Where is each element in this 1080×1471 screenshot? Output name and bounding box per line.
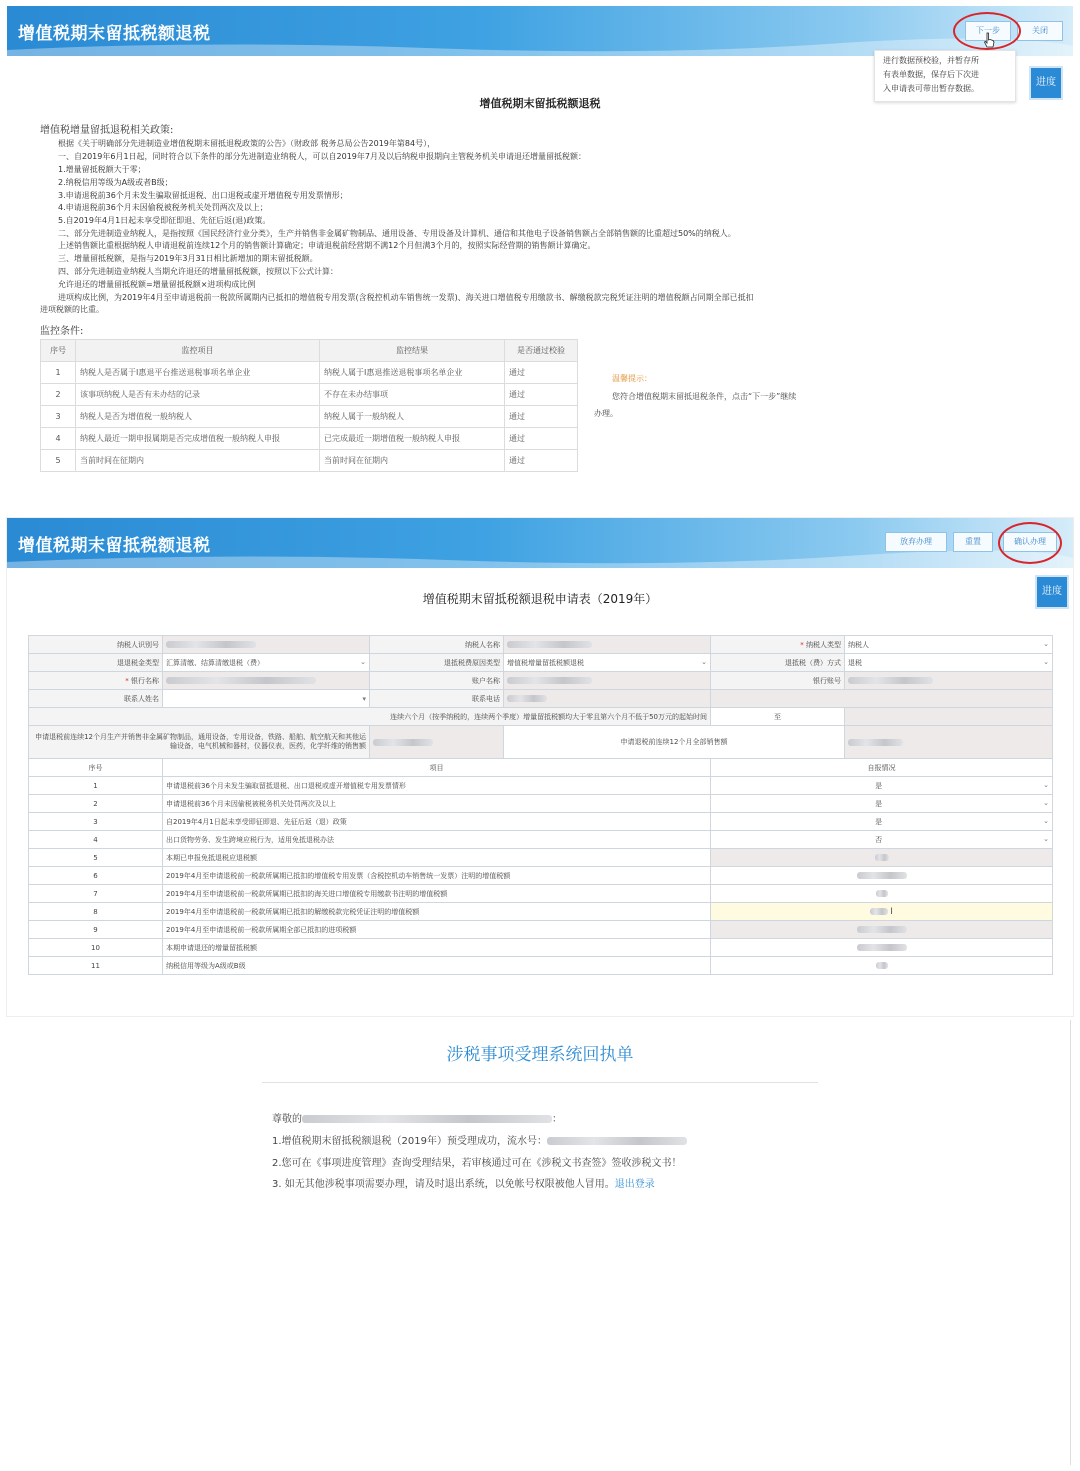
cell: 纳税人属于一般纳税人 xyxy=(320,406,505,428)
contact-phone-label: 联系电话 xyxy=(370,690,504,708)
receipt-title: 涉税事项受理系统回执单 xyxy=(446,1045,634,1065)
cell: 通过 xyxy=(505,406,578,428)
to-label: 至 xyxy=(711,708,845,726)
form-row xyxy=(29,672,1053,690)
bank-account-field xyxy=(845,672,1053,690)
account-name-field xyxy=(504,672,711,690)
form-row xyxy=(29,636,1053,654)
cell: 通过 xyxy=(505,428,578,450)
confirm-button[interactable]: 确认办理 xyxy=(1003,532,1057,552)
policy-line: 3.申请退税前36个月未发生骗取留抵退税、出口退税或虚开增值税专用发票情形； xyxy=(58,191,348,200)
cell: 已完成最近一期增值税一般纳税人申报 xyxy=(320,428,505,450)
cell: 4 xyxy=(41,428,76,450)
cell: 2 xyxy=(41,384,76,406)
receipt-text: 3. 如无其他涉税事项需要办理，请及时退出系统，以免帐号权限被他人冒用。 xyxy=(272,1179,615,1190)
policy-line: 5.自2019年4月1日起未享受即征即退、先征后返(退)政策。 xyxy=(58,216,271,225)
row-number: 8 xyxy=(29,903,163,921)
amount-input[interactable] xyxy=(711,903,1053,921)
table-row xyxy=(29,939,1053,957)
policy-line: 上述销售额比重根据纳税人申请退税前连续12个月的销售额计算确定；申请退税前经营期不满12个月但满3个月的，按照实际经营期的销售额计算确定。 xyxy=(58,241,596,250)
item-label: 出口货物劳务、发生跨境应税行为，适用免抵退税办法 xyxy=(163,831,711,849)
policy-line: 进项构成比例，为2019年4月至申请退税前一税款所属期内已抵扣的增值税专用发票(含税控机动车销售统一发票)、海关进口增值税专用缴款书、解缴税款完税凭证注明的增值税额占同期全部已抵扣 xyxy=(58,293,754,302)
taxpayer-type-label: * 纳税人类型 xyxy=(711,636,845,654)
refund-type-label: 退退税金类型 xyxy=(29,654,163,672)
answer-select[interactable]: 否 ⌄ xyxy=(711,831,1053,849)
receipt-line-3 xyxy=(272,1175,655,1190)
contact-name-label: 联系人姓名 xyxy=(29,690,163,708)
row-number: 10 xyxy=(29,939,163,957)
policy-heading: 增值税增量留抵退税相关政策: xyxy=(40,125,174,136)
chevron-down-icon: ⌄ xyxy=(701,657,707,666)
column-header: 是否通过校验 xyxy=(505,340,578,362)
table-row xyxy=(29,885,1053,903)
policy-line: 允许退还的增量留抵税额=增量留抵税额×进项构成比例 xyxy=(58,280,256,289)
monitor-table xyxy=(40,339,578,472)
receipt-line-2: 2.您可在《事项进度管理》查询受理结果，若审核通过可在《涉税文书查签》签收涉税文书！ xyxy=(272,1158,682,1169)
close-button[interactable]: 关闭 xyxy=(1017,21,1063,41)
sales-ratio-label: 申请退税前连续12个月生产并销售非金属矿物制品，通用设备，专用设备，铁路、船舶、航空航天和其他运输设备，电气机械和器材，仪器仪表，医药，化学纤维的销售额 xyxy=(29,726,370,759)
row-number: 1 xyxy=(29,777,163,795)
amount-field xyxy=(711,921,1053,939)
six-months-label: 连续六个月（按季纳税的，连续两个季度）增量留抵税额均大于零且第六个月不低于50万元的起始时间 xyxy=(29,708,711,726)
answer-select[interactable]: 是 ⌄ xyxy=(711,777,1053,795)
taxpayer-id-label: 纳税人识别号 xyxy=(29,636,163,654)
table-row xyxy=(29,957,1053,975)
column-header: 项目 xyxy=(163,759,711,777)
answer-select[interactable]: 是 ⌄ xyxy=(711,813,1053,831)
policy-line: 二、部分先进制造业纳税人，是指按照《国民经济行业分类》，生产并销售非金属矿物制品、通用设备、专用设备及计算机、通信和其他电子设备销售额占全部销售额的比重超过50%的纳税人。 xyxy=(58,229,736,238)
tooltip-line: 入申请表可带出暂存数据。 xyxy=(883,84,979,93)
end-date-field xyxy=(845,708,1053,726)
cell: 纳税人是否属于I惠退平台推送退税事项名单企业 xyxy=(76,362,320,384)
contact-name-select[interactable] xyxy=(163,690,370,708)
chevron-down-icon: ⌄ xyxy=(360,657,366,666)
refund-reason-label: 退抵税费原因类型 xyxy=(370,654,504,672)
policy-line: 根据《关于明确部分先进制造业增值税期末留抵退税政策的公告》（财政部 税务总局公告2019年第84号）， xyxy=(58,139,436,148)
table-row xyxy=(29,921,1053,939)
table-row xyxy=(29,867,1053,885)
policy-line: 一、自2019年6月1日起，同时符合以下条件的部分先进制造业纳税人，可以自2019年7月及以后纳税申报期向主管税务机关申请退还增量留抵税额： xyxy=(58,152,586,161)
refund-method-label: 退抵税（费）方式 xyxy=(711,654,845,672)
bank-name-field xyxy=(163,672,370,690)
refund-type-select[interactable]: 汇算清缴、结算清缴退税（费） ⌄ xyxy=(163,654,370,672)
logout-link[interactable]: 退出登录 xyxy=(614,1179,655,1190)
tip-title: 温馨提示： xyxy=(612,374,652,383)
row-number: 5 xyxy=(29,849,163,867)
row-number: 4 xyxy=(29,831,163,849)
cell: 纳税人属于I惠退推送退税事项名单企业 xyxy=(320,362,505,384)
form-row xyxy=(29,690,1053,708)
column-header: 序号 xyxy=(41,340,76,362)
cell: 当前时间在征期内 xyxy=(76,450,320,472)
item-label: 纳税信用等级为A级或B级 xyxy=(163,957,711,975)
table-row xyxy=(41,450,578,472)
table-row xyxy=(29,777,1053,795)
item-label: 申请退税前36个月未发生骗取留抵退税、出口退税或虚开增值税专用发票情形 xyxy=(163,777,711,795)
item-header-row xyxy=(29,759,1053,777)
tip-text: 您符合增值税期末留抵退税条件，点击“下一步”继续 xyxy=(612,392,797,401)
row-number: 3 xyxy=(29,813,163,831)
bank-name-label: * 银行名称 xyxy=(29,672,163,690)
chevron-down-icon: ⌄ xyxy=(1043,639,1049,648)
abandon-button[interactable]: 放弃办理 xyxy=(885,532,947,552)
answer-select[interactable]: 是 ⌄ xyxy=(711,795,1053,813)
amount-field xyxy=(711,849,1053,867)
reset-button[interactable]: 重置 xyxy=(953,532,993,552)
table-row xyxy=(41,428,578,450)
table-row xyxy=(29,813,1053,831)
account-name-label: 账户名称 xyxy=(370,672,504,690)
progress-button[interactable]: 进度 xyxy=(1037,577,1067,607)
table-row xyxy=(29,831,1053,849)
chevron-down-icon: ⌄ xyxy=(1043,657,1049,666)
contact-phone-field xyxy=(504,690,711,708)
policy-line: 四、部分先进制造业纳税人当期允许退还的增量留抵税额，按照以下公式计算： xyxy=(58,267,338,276)
caret-down-icon: ▾ xyxy=(362,694,366,703)
monitor-heading: 监控条件: xyxy=(40,326,84,337)
sales-ratio-field xyxy=(370,726,504,759)
tip-text: 办理。 xyxy=(594,409,618,418)
chevron-down-icon: ⌄ xyxy=(1043,816,1049,825)
taxpayer-name-field xyxy=(504,636,711,654)
policy-line: 4.申请退税前36个月未因偷税被税务机关处罚两次及以上； xyxy=(58,203,268,212)
chevron-down-icon: ⌄ xyxy=(1043,834,1049,843)
column-header: 序号 xyxy=(29,759,163,777)
form-row xyxy=(29,726,1053,759)
document-title: 增值税期末留抵税额退税 xyxy=(479,97,601,110)
form-row xyxy=(29,654,1053,672)
cell: 当前时间在征期内 xyxy=(320,450,505,472)
policy-line: 进项税额的比重。 xyxy=(40,305,104,314)
item-label: 自2019年4月1日起未享受即征即退、先征后返（退）政策 xyxy=(163,813,711,831)
header-banner xyxy=(7,6,1073,56)
cell: 通过 xyxy=(505,450,578,472)
cell: 5 xyxy=(41,450,76,472)
taxpayer-name-label: 纳税人名称 xyxy=(370,636,504,654)
form-title: 增值税期末留抵税额退税申请表（2019年） xyxy=(422,592,658,606)
cell: 纳税人最近一期申报属期是否完成增值税一般纳税人申报 xyxy=(76,428,320,450)
cell: 通过 xyxy=(505,384,578,406)
table-row xyxy=(41,384,578,406)
receipt-line-1 xyxy=(272,1132,687,1147)
row-number: 9 xyxy=(29,921,163,939)
item-label: 申请退税前36个月未因偷税被税务机关处罚两次及以上 xyxy=(163,795,711,813)
table-header-row xyxy=(41,340,578,362)
column-header: 监控结果 xyxy=(320,340,505,362)
column-header: 自报情况 xyxy=(711,759,1053,777)
highlight-circle xyxy=(998,522,1062,564)
cell: 1 xyxy=(41,362,76,384)
amount-field xyxy=(711,939,1053,957)
item-label: 本期已申报免抵退税应退税额 xyxy=(163,849,711,867)
greeting-line: 尊敬的 ： xyxy=(272,1114,562,1125)
taxpayer-type-select[interactable]: 纳税人 ⌄ xyxy=(845,636,1053,654)
tooltip-line: 进行数据预校验，并暂存所 xyxy=(883,56,979,65)
item-label: 本期申请退还的增量留抵税额 xyxy=(163,939,711,957)
amount-field xyxy=(711,867,1053,885)
chevron-down-icon: ⌄ xyxy=(1043,798,1049,807)
row-number: 11 xyxy=(29,957,163,975)
column-header: 监控项目 xyxy=(76,340,320,362)
tooltip-line: 有表单数据，保存后下次进 xyxy=(883,70,979,79)
item-label: 2019年4月至申请退税前一税款所属期已抵扣的增值税专用发票（含税控机动车销售统一发票）注明的增值税额 xyxy=(163,867,711,885)
cell: 不存在未办结事项 xyxy=(320,384,505,406)
chevron-down-icon: ⌄ xyxy=(1043,780,1049,789)
item-label: 2019年4月至申请退税前一税款所属期已抵扣的解缴税款完税凭证注明的增值税额 xyxy=(163,903,711,921)
application-form xyxy=(28,635,1053,975)
cell: 该事项纳税人是否有未办结的记录 xyxy=(76,384,320,406)
total-sales-label: 申请退税前连续12个月全部销售额 xyxy=(504,726,845,759)
table-row xyxy=(41,362,578,384)
table-row xyxy=(29,795,1053,813)
policy-line: 三、增量留抵税额，是指与2019年3月31日相比新增加的期末留抵税额。 xyxy=(58,254,318,263)
next-button[interactable]: 下一步 xyxy=(965,21,1011,41)
cell: 3 xyxy=(41,406,76,428)
total-sales-field xyxy=(845,726,1053,759)
row-number: 2 xyxy=(29,795,163,813)
amount-field xyxy=(711,885,1053,903)
cell: 纳税人是否为增值税一般纳税人 xyxy=(76,406,320,428)
text-cursor-icon: I xyxy=(890,906,893,917)
refund-reason-select[interactable]: 增值税增量留抵税额退税 ⌄ xyxy=(504,654,711,672)
page-title: 增值税期末留抵税额退税 xyxy=(18,536,211,556)
bank-account-label: 银行账号 xyxy=(711,672,845,690)
policy-line: 1.增量留抵税额大于零； xyxy=(58,165,146,174)
cell: 通过 xyxy=(505,362,578,384)
page-title: 增值税期末留抵税额退税 xyxy=(18,24,211,44)
amount-field xyxy=(711,957,1053,975)
table-row xyxy=(29,903,1053,921)
progress-button[interactable]: 进度 xyxy=(1031,68,1061,98)
policy-line: 2.纳税信用等级为A级或者B级； xyxy=(58,178,173,187)
item-label: 2019年4月至申请退税前一税款所属期已抵扣的海关进口增值税专用缴款书注明的增值税额 xyxy=(163,885,711,903)
greeting-text: 尊敬的 xyxy=(272,1114,302,1125)
empty-cell xyxy=(711,690,1053,708)
divider xyxy=(262,1082,818,1083)
row-number: 7 xyxy=(29,885,163,903)
hand-cursor-icon xyxy=(983,32,995,48)
table-row xyxy=(41,406,578,428)
receipt-text: 1.增值税期末留抵税额退税（2019年）预受理成功，流水号： xyxy=(272,1136,547,1147)
row-number: 6 xyxy=(29,867,163,885)
item-label: 2019年4月至申请退税前一税款所属期全部已抵扣的进项税额 xyxy=(163,921,711,939)
taxpayer-id-field xyxy=(163,636,370,654)
form-row xyxy=(29,708,1053,726)
divider xyxy=(1070,1020,1071,1465)
refund-method-select[interactable]: 退税 ⌄ xyxy=(845,654,1053,672)
table-row xyxy=(29,849,1053,867)
